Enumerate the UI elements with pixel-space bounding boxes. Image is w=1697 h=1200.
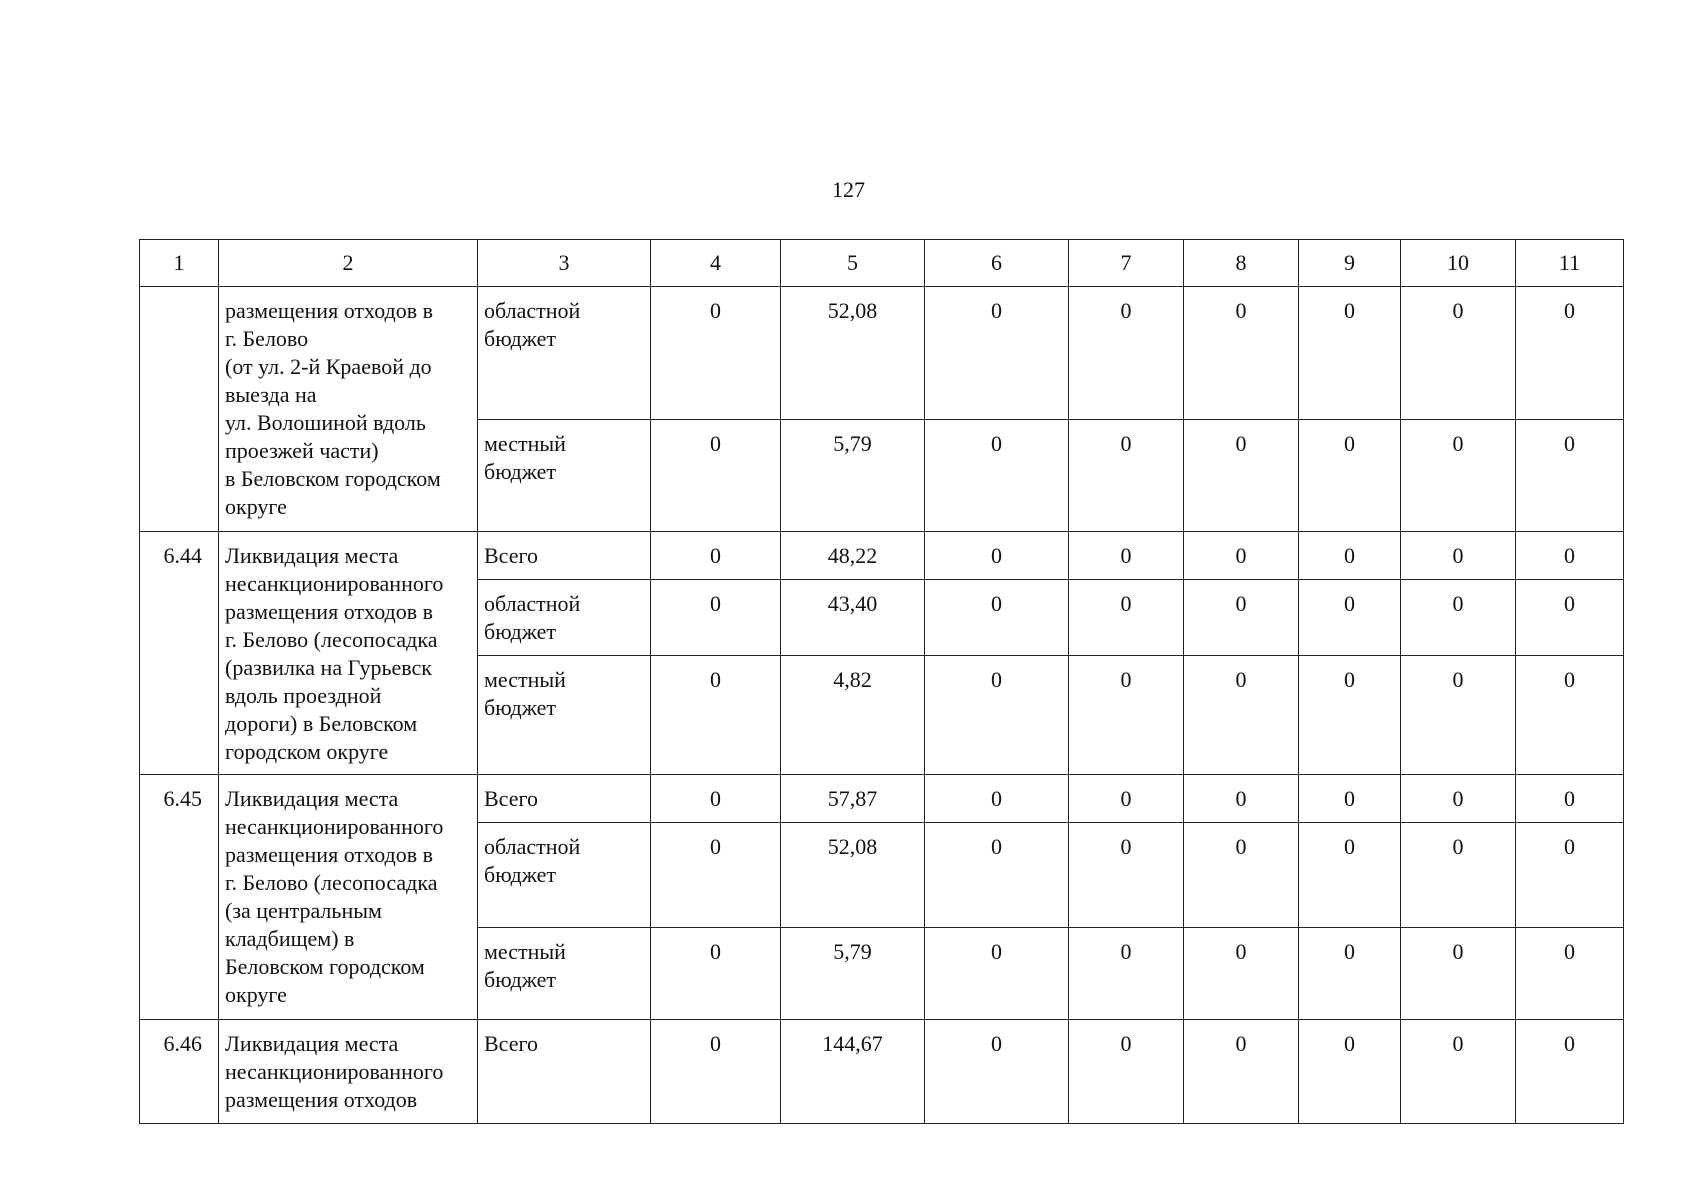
value-cell: 0 xyxy=(651,1020,781,1124)
item-name-line: (развилка на Гурьевск xyxy=(225,655,432,680)
item-name-line: вдоль проездной xyxy=(225,683,382,708)
item-name-line: г. Белово (лесопосадка xyxy=(225,870,438,895)
value-cell: 0 xyxy=(1401,580,1516,656)
row-index-cell: 6.46 xyxy=(140,1020,219,1124)
value-cell: 0 xyxy=(1401,1020,1516,1124)
header-cell: 3 xyxy=(478,240,651,287)
item-name-cell xyxy=(219,532,478,775)
value-cell: 0 xyxy=(651,656,781,775)
funding-source-line: областной xyxy=(484,591,581,616)
value-cell: 0 xyxy=(925,656,1069,775)
funding-source-line: Всего xyxy=(484,1031,538,1056)
funding-source-cell xyxy=(478,420,651,532)
value-cell: 0 xyxy=(1401,823,1516,928)
header-cell: 2 xyxy=(219,240,478,287)
item-name-cell xyxy=(219,1020,478,1124)
header-cell: 9 xyxy=(1299,240,1401,287)
funding-source-line: Всего xyxy=(484,786,538,811)
table-row xyxy=(140,775,1624,823)
value-cell: 0 xyxy=(1069,532,1184,580)
funding-source-line: бюджет xyxy=(484,862,556,887)
value-cell: 0 xyxy=(1516,928,1624,1020)
funding-source-line: бюджет xyxy=(484,695,556,720)
value-cell: 0 xyxy=(1516,1020,1624,1124)
item-name-line: округе xyxy=(225,982,287,1007)
value-cell: 0 xyxy=(1299,420,1401,532)
value-cell: 0 xyxy=(651,420,781,532)
table-row xyxy=(140,287,1624,420)
value-cell: 0 xyxy=(1299,580,1401,656)
funding-source-cell xyxy=(478,656,651,775)
value-cell: 0 xyxy=(925,823,1069,928)
row-index-cell: 6.45 xyxy=(140,775,219,1020)
header-cell: 11 xyxy=(1516,240,1624,287)
item-name-line: Ликвидация места xyxy=(225,1031,399,1056)
value-cell: 0 xyxy=(1069,823,1184,928)
funding-source-cell xyxy=(478,1020,651,1124)
funding-source-line: областной xyxy=(484,298,581,323)
funding-source-cell xyxy=(478,532,651,580)
value-cell: 0 xyxy=(1299,775,1401,823)
funding-source-cell xyxy=(478,823,651,928)
value-cell: 4,82 xyxy=(781,656,925,775)
table-row xyxy=(140,1020,1624,1124)
item-name-line: Ликвидация места xyxy=(225,543,399,568)
item-name-line: (от ул. 2-й Краевой до xyxy=(225,354,432,379)
item-name-line: г. Белово (лесопосадка xyxy=(225,627,438,652)
value-cell: 0 xyxy=(1069,287,1184,420)
value-cell: 0 xyxy=(1184,287,1299,420)
value-cell: 0 xyxy=(1069,420,1184,532)
value-cell: 0 xyxy=(651,775,781,823)
table-body xyxy=(140,240,1624,1124)
item-name-line: проезжей части) xyxy=(225,438,379,463)
value-cell: 0 xyxy=(1299,287,1401,420)
value-cell: 0 xyxy=(1184,823,1299,928)
header-row xyxy=(140,240,1624,287)
header-cell: 8 xyxy=(1184,240,1299,287)
funding-source-line: местный xyxy=(484,431,566,456)
value-cell: 0 xyxy=(1184,420,1299,532)
item-name-line: размещения отходов в xyxy=(225,842,434,867)
item-name-line: ул. Волошиной вдоль xyxy=(225,410,426,435)
item-name-line: несанкционированного xyxy=(225,814,444,839)
value-cell: 0 xyxy=(1299,532,1401,580)
value-cell: 5,79 xyxy=(781,420,925,532)
value-cell: 0 xyxy=(1184,775,1299,823)
header-cell: 1 xyxy=(140,240,219,287)
value-cell: 0 xyxy=(651,580,781,656)
value-cell: 0 xyxy=(1184,1020,1299,1124)
value-cell: 0 xyxy=(1401,928,1516,1020)
funding-source-cell xyxy=(478,775,651,823)
value-cell: 5,79 xyxy=(781,928,925,1020)
value-cell: 0 xyxy=(1184,580,1299,656)
item-name-line: размещения отходов xyxy=(225,1087,418,1112)
value-cell: 0 xyxy=(1401,775,1516,823)
item-name-line: несанкционированного xyxy=(225,571,444,596)
item-name-line: в Беловском городском xyxy=(225,466,441,491)
item-name-line: выезда на xyxy=(225,382,317,407)
header-cell: 4 xyxy=(651,240,781,287)
value-cell: 0 xyxy=(1069,656,1184,775)
funding-source-line: местный xyxy=(484,939,566,964)
value-cell: 0 xyxy=(1401,420,1516,532)
table-row xyxy=(140,532,1624,580)
value-cell: 144,67 xyxy=(781,1020,925,1124)
funding-source-line: бюджет xyxy=(484,459,556,484)
value-cell: 43,40 xyxy=(781,580,925,656)
item-name-line: дороги) в Беловском xyxy=(225,711,418,736)
value-cell: 0 xyxy=(1516,420,1624,532)
value-cell: 0 xyxy=(1516,532,1624,580)
item-name-line: городском округе xyxy=(225,739,389,764)
value-cell: 57,87 xyxy=(781,775,925,823)
value-cell: 0 xyxy=(1299,656,1401,775)
funding-source-cell xyxy=(478,928,651,1020)
budget-table xyxy=(139,239,1624,1124)
value-cell: 0 xyxy=(925,928,1069,1020)
row-index-cell xyxy=(140,287,219,532)
item-name-line: размещения отходов в xyxy=(225,599,434,624)
value-cell: 0 xyxy=(651,823,781,928)
value-cell: 0 xyxy=(925,287,1069,420)
funding-source-line: Всего xyxy=(484,543,538,568)
value-cell: 0 xyxy=(925,532,1069,580)
value-cell: 0 xyxy=(925,580,1069,656)
value-cell: 0 xyxy=(925,420,1069,532)
value-cell: 0 xyxy=(1184,928,1299,1020)
value-cell: 0 xyxy=(925,1020,1069,1124)
value-cell: 0 xyxy=(651,287,781,420)
value-cell: 0 xyxy=(1069,928,1184,1020)
value-cell: 0 xyxy=(651,532,781,580)
value-cell: 0 xyxy=(1184,532,1299,580)
value-cell: 0 xyxy=(1069,775,1184,823)
funding-source-line: бюджет xyxy=(484,326,556,351)
header-cell: 10 xyxy=(1401,240,1516,287)
value-cell: 0 xyxy=(651,928,781,1020)
header-cell: 5 xyxy=(781,240,925,287)
value-cell: 0 xyxy=(1516,580,1624,656)
item-name-line: размещения отходов в xyxy=(225,298,434,323)
value-cell: 0 xyxy=(1299,928,1401,1020)
value-cell: 0 xyxy=(1069,580,1184,656)
value-cell: 48,22 xyxy=(781,532,925,580)
item-name-cell xyxy=(219,287,478,532)
funding-source-cell xyxy=(478,287,651,420)
item-name-line: г. Белово xyxy=(225,326,309,351)
item-name-line: Ликвидация места xyxy=(225,786,399,811)
value-cell: 0 xyxy=(1299,1020,1401,1124)
item-name-line: (за центральным xyxy=(225,898,382,923)
value-cell: 0 xyxy=(1184,656,1299,775)
item-name-line: Беловском городском xyxy=(225,954,425,979)
value-cell: 0 xyxy=(1401,656,1516,775)
value-cell: 0 xyxy=(1516,287,1624,420)
item-name-line: кладбищем) в xyxy=(225,926,355,951)
value-cell: 0 xyxy=(1516,823,1624,928)
value-cell: 0 xyxy=(1516,775,1624,823)
value-cell: 52,08 xyxy=(781,287,925,420)
value-cell: 0 xyxy=(925,775,1069,823)
funding-source-line: бюджет xyxy=(484,619,556,644)
funding-source-line: местный xyxy=(484,667,566,692)
header-cell: 6 xyxy=(925,240,1069,287)
item-name-line: округе xyxy=(225,494,287,519)
item-name-line: несанкционированного xyxy=(225,1059,444,1084)
row-index-cell: 6.44 xyxy=(140,532,219,775)
value-cell: 0 xyxy=(1401,532,1516,580)
value-cell: 0 xyxy=(1401,287,1516,420)
value-cell: 0 xyxy=(1516,656,1624,775)
value-cell: 52,08 xyxy=(781,823,925,928)
funding-source-line: областной xyxy=(484,834,581,859)
value-cell: 0 xyxy=(1069,1020,1184,1124)
funding-source-line: бюджет xyxy=(484,967,556,992)
page-number: 127 xyxy=(832,177,865,202)
funding-source-cell xyxy=(478,580,651,656)
header-cell: 7 xyxy=(1069,240,1184,287)
item-name-cell xyxy=(219,775,478,1020)
value-cell: 0 xyxy=(1299,823,1401,928)
